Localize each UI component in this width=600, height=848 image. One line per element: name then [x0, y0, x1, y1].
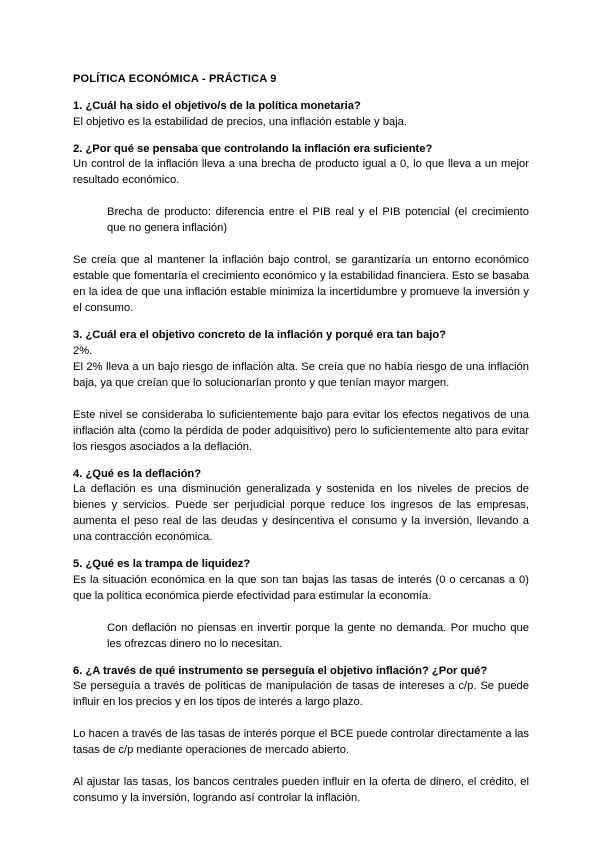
- answer-5-paragraph-1: Es la situación económica en la que son tan bajas las tasas de interés (0 o cercanas a 0) que la política económica pierde efectividad para estimular la economía.: [73, 573, 529, 602]
- document-page: [73, 72, 529, 806]
- answer-3-paragraph-1: El 2% lleva a un bajo riesgo de inflación alta. Se creía que no había riesgo de una inflación baja, ya que creían que lo solucionarían pronto y que tenían mayor margen.: [73, 360, 529, 389]
- answer-2-paragraph-2: Se creía que al mantener la inflación bajo control, se garantizaría un entorno económico estable que fomentaría el crecimiento económico y la estabilidad financiera. Esto se basaba en la idea de que una inflación estable minimiza la incertidumbre y promueve la inversión y el consumo.: [73, 254, 529, 314]
- question-1: 1. ¿Cuál ha sido el objetivo/s de la política monetaria?: [73, 100, 361, 112]
- answer-6-paragraph-3: Al ajustar las tasas, los bancos centrales pueden influir en la oferta de dinero, el crédito, el consumo y la inversión, logrando así controlar la inflación.: [73, 776, 529, 804]
- document-title: POLÍTICA ECONÓMICA - PRÁCTICA 9: [73, 73, 277, 85]
- answer-1-paragraph-1: El objetivo es la estabilidad de precios, una inflación estable y baja.: [73, 115, 407, 128]
- question-5: 5. ¿Qué es la trampa de liquidez?: [73, 558, 251, 570]
- answer-5-note: Con deflación no piensas en invertir porque la gente no demanda. Por mucho que les ofrezcas dinero no lo necesitan.: [107, 621, 529, 650]
- answer-3-target-value: 2%.: [73, 344, 93, 357]
- answer-6-paragraph-2: Lo hacen a través de las tasas de interés porque el BCE puede controlar directamente a las tasas de c/p mediante operaciones de mercado abierto.: [73, 728, 529, 756]
- question-3: 3. ¿Cuál era el objetivo concreto de la inflación y porqué era tan bajo?: [73, 329, 447, 341]
- answer-6-paragraph-1: Se perseguía a través de políticas de manipulación de tasas de intereses a c/p. Se puede influir en los precios y en los tipos de interés a largo plazo.: [73, 680, 529, 708]
- answer-4-paragraph-1: La deflación es una disminución generalizada y sostenida en los niveles de precios de bienes y servicios. Puede ser perjudicial porque reduce los ingresos de las empresas, aumenta el peso real de las deudas y desincentiva el consumo y la inversión, llevando a una contracción económica.: [73, 483, 529, 543]
- answer-3-paragraph-2: Este nivel se consideraba lo suficientemente bajo para evitar los efectos negativos de una inflación alta (como la pérdida de poder adquisitivo) pero lo suficientemente alto para evitar los riesgos asociados a la deflación.: [73, 408, 529, 453]
- answer-2-paragraph-1: Un control de la inflación lleva a una brecha de producto igual a 0, lo que lleva a un mejor resultado económico.: [73, 158, 529, 186]
- question-2: 2. ¿Por qué se pensaba que controlando la inflación era suficiente?: [73, 142, 433, 155]
- question-6: 6. ¿A través de qué instrumento se perseguía el objetivo inflación? ¿Por qué?: [73, 664, 488, 677]
- question-4: 4. ¿Qué es la deflación?: [73, 467, 202, 480]
- answer-2-definition-note: Brecha de producto: diferencia entre el PIB real y el PIB potencial (el crecimiento que no genera inflación): [107, 206, 529, 234]
